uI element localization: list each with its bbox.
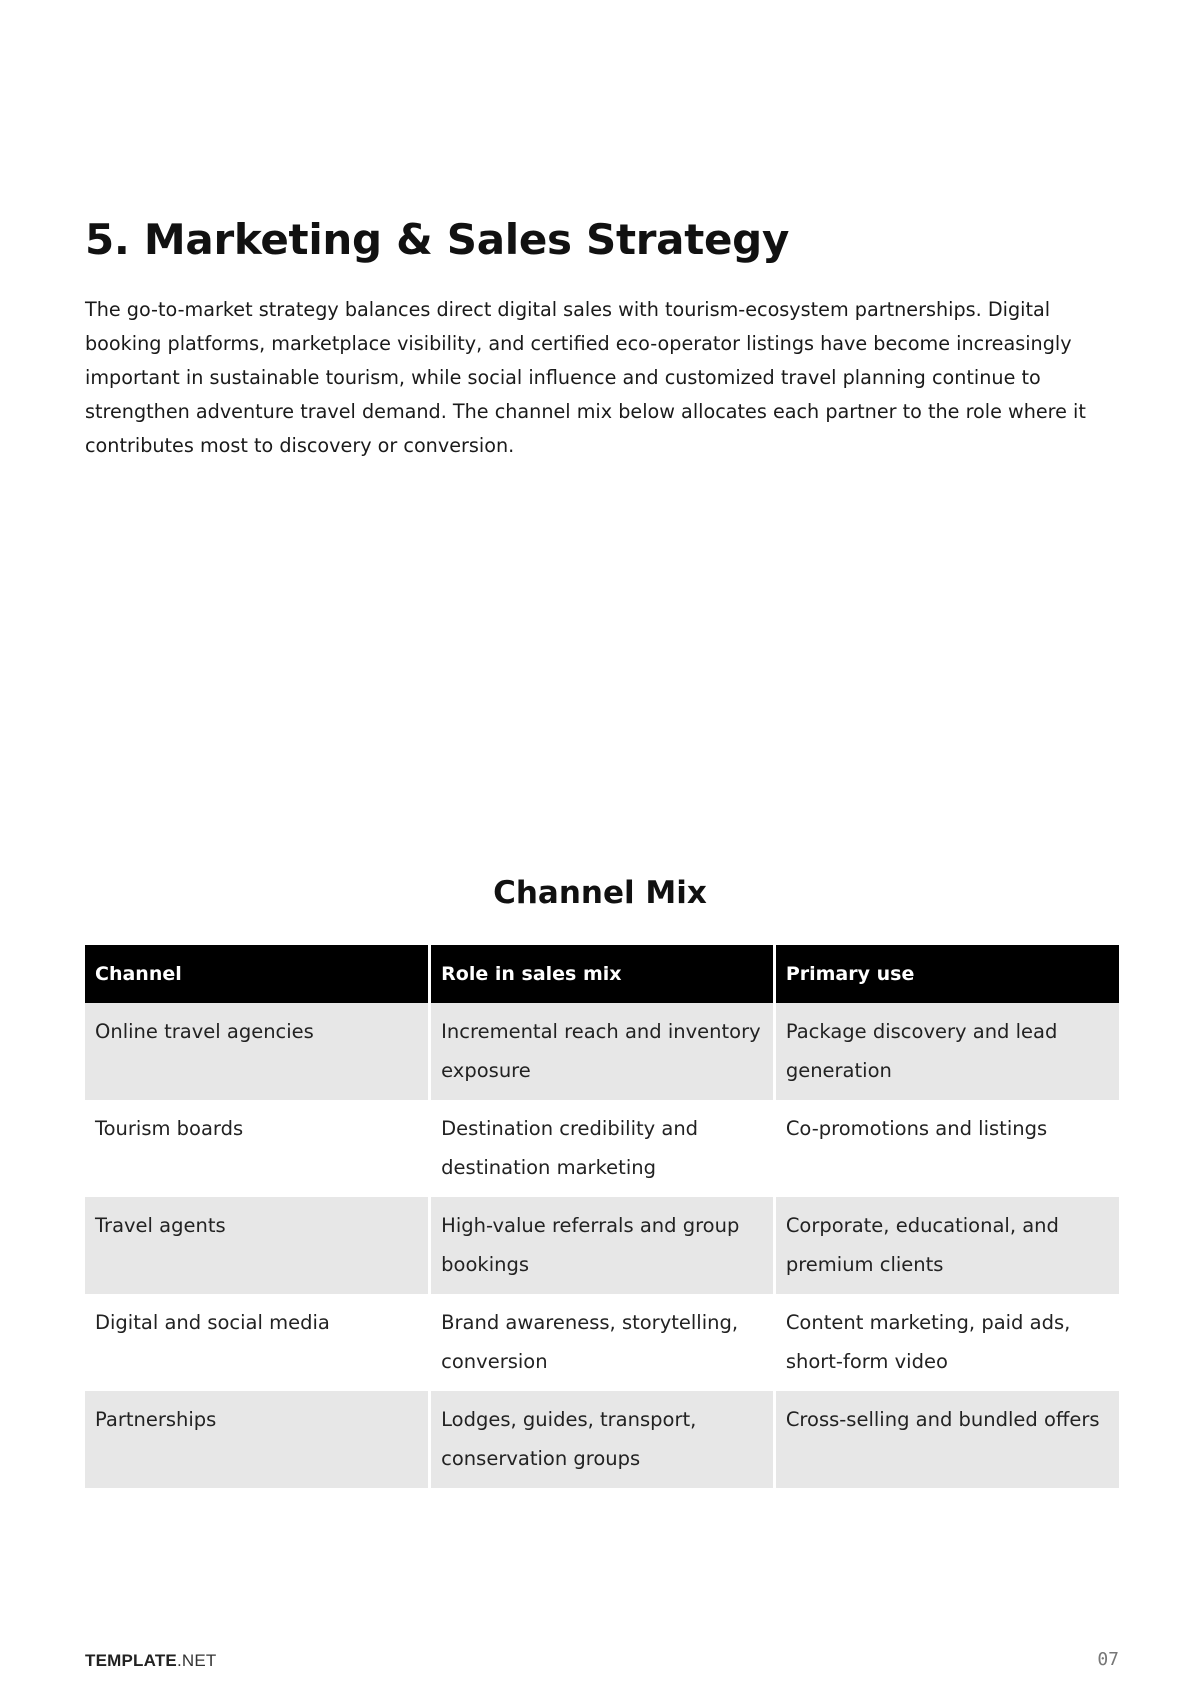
- cell-channel: Travel agents: [85, 1197, 430, 1294]
- table-row: [85, 1391, 1119, 1488]
- footer-brand: [85, 1651, 216, 1671]
- header-channel: Channel: [85, 945, 430, 1003]
- cell-channel: Tourism boards: [85, 1100, 430, 1197]
- table-row: [85, 1100, 1119, 1197]
- page-number: 07: [1097, 1649, 1119, 1670]
- cell-primary-use: Package discovery and lead generation: [774, 1003, 1119, 1100]
- table-row: [85, 1003, 1119, 1100]
- cell-primary-use: Corporate, educational, and premium clients: [774, 1197, 1119, 1294]
- channel-mix-table: [85, 945, 1119, 1488]
- cell-role: Incremental reach and inventory exposure: [430, 1003, 775, 1100]
- header-primary-use: Primary use: [774, 945, 1119, 1003]
- cell-role: Destination credibility and destination marketing: [430, 1100, 775, 1197]
- table-row: [85, 1197, 1119, 1294]
- cell-channel: Digital and social media: [85, 1294, 430, 1391]
- cell-primary-use: Content marketing, paid ads, short-form video: [774, 1294, 1119, 1391]
- table-row: [85, 1294, 1119, 1391]
- section-title: 5. Marketing & Sales Strategy: [85, 215, 790, 264]
- footer-brand-light: .NET: [176, 1651, 217, 1670]
- cell-role: Lodges, guides, transport, conservation groups: [430, 1391, 775, 1488]
- table-title: Channel Mix: [493, 875, 707, 911]
- cell-channel: Online travel agencies: [85, 1003, 430, 1100]
- table-header-row: [85, 945, 1119, 1003]
- cell-role: Brand awareness, storytelling, conversion: [430, 1294, 775, 1391]
- header-role: Role in sales mix: [430, 945, 775, 1003]
- cell-primary-use: Co-promotions and listings: [774, 1100, 1119, 1197]
- footer-brand-strong: TEMPLATE: [85, 1651, 177, 1670]
- cell-primary-use: Cross-selling and bundled offers: [774, 1391, 1119, 1488]
- cell-channel: Partnerships: [85, 1391, 430, 1488]
- intro-paragraph: The go-to-market strategy balances direct digital sales with tourism-ecosystem partnerships. Digital booking platforms, marketplace visibility, and certified eco-operator listings have become increasingly important in sustainable tourism, while social influence and customized travel planning continue to strengthen adventure travel demand. The channel mix below allocates each partner to the role where it contributes most to discovery or conversion.: [85, 298, 1086, 457]
- cell-role: High-value referrals and group bookings: [430, 1197, 775, 1294]
